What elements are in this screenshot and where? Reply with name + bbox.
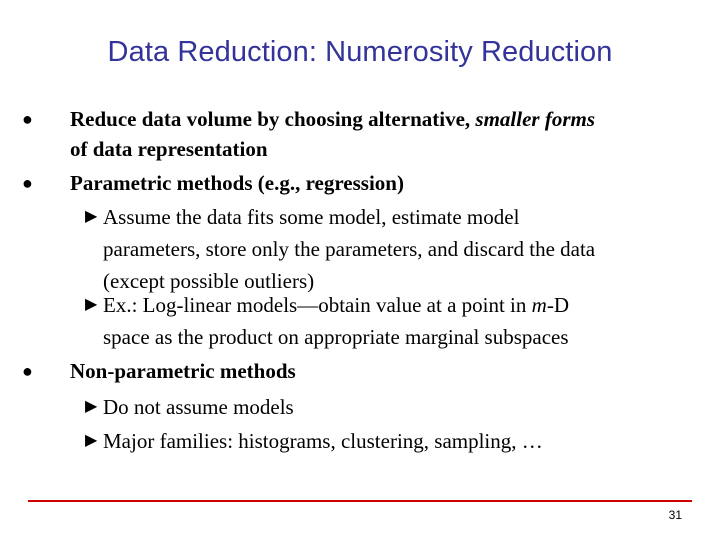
subbullet-line: [85, 289, 695, 321]
bullet-dot-icon: ●: [22, 361, 33, 381]
subbullet-text-emphasis: m: [531, 293, 547, 317]
page-number: 31: [668, 508, 682, 522]
footer-divider: [28, 500, 692, 502]
bullet-dot-icon: ●: [22, 109, 33, 129]
bullet-parametric: [22, 168, 692, 198]
triangle-right-icon: ▶: [85, 208, 98, 225]
subbullet-line: parameters, store only the parameters, and discard the data: [103, 237, 596, 261]
bullet-reduce-volume: [22, 104, 692, 164]
subbullet-text-part: Ex.: Log-linear models—obtain value at a point in: [103, 293, 532, 317]
subbullet-line: (except possible outliers): [103, 269, 315, 293]
slide-title: Data Reduction: Numerosity Reduction: [107, 36, 613, 68]
bullet-dot-icon: ●: [22, 173, 33, 193]
subbullet-line: Do not assume models: [103, 395, 294, 419]
triangle-right-icon: ▶: [85, 296, 98, 313]
subbullet-families: [85, 425, 695, 457]
subbullet-line: space as the product on appropriate marginal subspaces: [103, 325, 569, 349]
bullet-text: Non-parametric methods: [70, 359, 296, 383]
subbullet-assume-model: [85, 201, 695, 297]
bullet-non-parametric: [22, 356, 692, 386]
subbullet-line: Major families: histograms, clustering, sampling, …: [103, 429, 543, 453]
bullet-text-emphasis: smaller forms: [475, 107, 595, 131]
subbullet-no-models: [85, 391, 695, 423]
triangle-right-icon: ▶: [85, 432, 98, 449]
bullet-text: [70, 104, 692, 134]
bullet-text-part: Reduce data volume by choosing alternative,: [70, 107, 476, 131]
subbullet-line: Assume the data fits some model, estimate model: [103, 205, 520, 229]
subbullet-log-linear: [85, 289, 695, 353]
bullet-text-continued: of data representation: [70, 137, 268, 161]
bullet-text: Parametric methods (e.g., regression): [70, 171, 404, 195]
triangle-right-icon: ▶: [85, 398, 98, 415]
subbullet-text-part: -D: [546, 293, 569, 317]
